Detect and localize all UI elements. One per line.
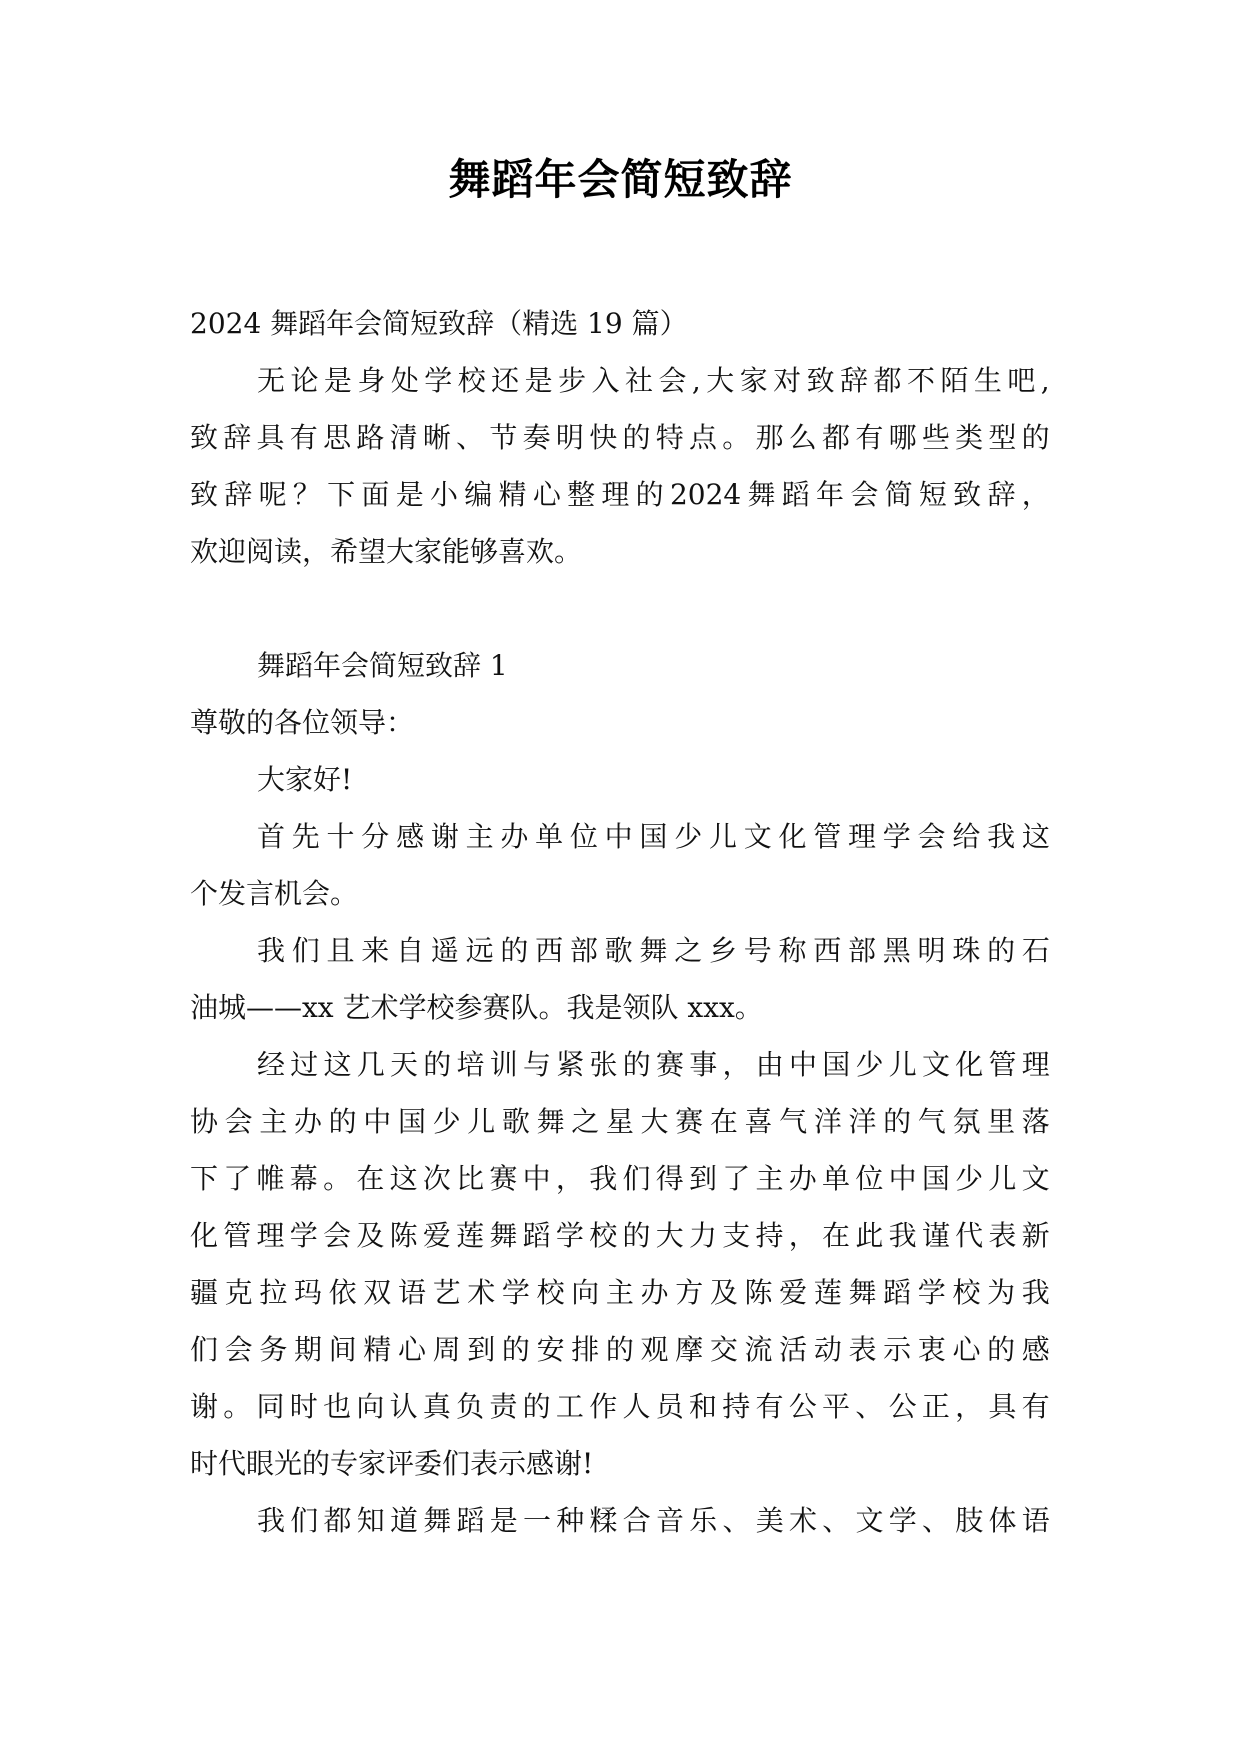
text-line: 经 过 这 几 天 的 培 训 与 紧 张 的 赛 事 ， 由 中 国 少 儿 文 化 管 理 [257, 1048, 1050, 1081]
text-line: 下 了 帷 幕 。 在 这 次 比 赛 中 ， 我 们 得 到 了 主 办 单 位 中 国 少 儿 文 [190, 1162, 1050, 1195]
text-line: 疆 克 拉 玛 依 双 语 艺 术 学 校 向 主 办 方 及 陈 爱 莲 舞 蹈 学 校 为 我 [190, 1276, 1050, 1309]
text-line: 舞蹈年会简短致辞 1 [257, 649, 508, 682]
text-line: 首 先 十 分 感 谢 主 办 单 位 中 国 少 儿 文 化 管 理 学 会 给 我 这 [257, 820, 1050, 853]
text-line: 个发言机会。 [190, 877, 359, 910]
document-body [190, 295, 1050, 1549]
text-line: 致 辞 具 有 思 路 清 晰 、 节 奏 明 快 的 特 点 。 那 么 都 有 哪 些 类 型 的 [190, 421, 1050, 454]
text-line: 2024 舞蹈年会简短致辞（精选 19 篇） [190, 307, 688, 340]
text-line: 我 们 都 知 道 舞 蹈 是 一 种 糅 合 音 乐 、 美 术 、 文 学 、 肢 体 语 [257, 1504, 1050, 1537]
text-line: 大家好! [257, 763, 353, 796]
text-line: 油城——xx 艺术学校参赛队。我是领队 xxx。 [190, 991, 763, 1024]
text-line: 谢 。 同 时 也 向 认 真 负 责 的 工 作 人 员 和 持 有 公 平 、 公 正 ， 具 有 [190, 1390, 1050, 1423]
text-line: 时代眼光的专家评委们表示感谢! [190, 1447, 594, 1480]
text-line: 们 会 务 期 间 精 心 周 到 的 安 排 的 观 摩 交 流 活 动 表 示 衷 心 的 感 [190, 1333, 1050, 1366]
text-line: 欢迎阅读，希望大家能够喜欢。 [190, 535, 583, 568]
document-title: 舞蹈年会简短致辞 [448, 155, 793, 204]
text-line: 尊敬的各位领导： [190, 706, 415, 739]
text-line: 协 会 主 办 的 中 国 少 儿 歌 舞 之 星 大 赛 在 喜 气 洋 洋 的 气 氛 里 落 [190, 1105, 1050, 1138]
text-line: 化 管 理 学 会 及 陈 爱 莲 舞 蹈 学 校 的 大 力 支 持 ， 在 此 我 谨 代 表 新 [190, 1219, 1050, 1252]
text-line: 致 辞 呢 ？ 下 面 是 小 编 精 心 整 理 的 2024 舞 蹈 年 会 简 短 致 辞 ， [190, 478, 1050, 511]
text-line: 我 们 且 来 自 遥 远 的 西 部 歌 舞 之 乡 号 称 西 部 黑 明 珠 的 石 [257, 934, 1050, 967]
text-line: 无 论 是 身 处 学 校 还 是 步 入 社 会 , 大 家 对 致 辞 都 不 陌 生 吧 , [257, 364, 1050, 397]
paragraph-gap [190, 580, 1050, 637]
